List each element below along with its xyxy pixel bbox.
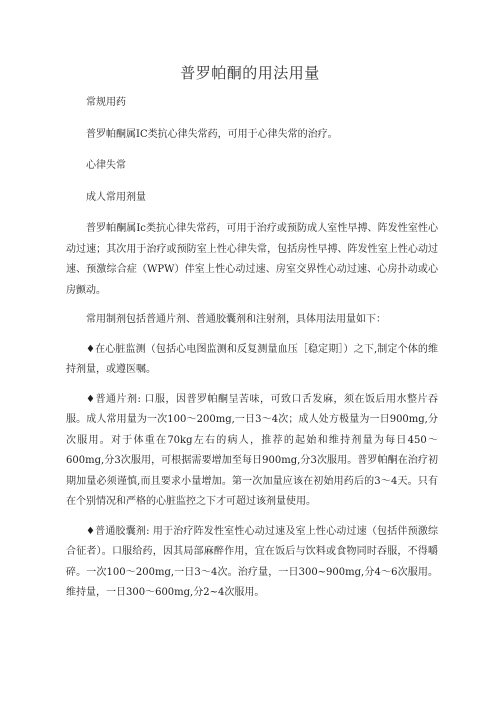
document-body: [66, 93, 438, 604]
paragraph-capsule-dosage: ♦普通胶囊剂: 用于治疗阵发性室性心动过速及室上性心动过速（包括伴预激综合征者）。口服给药，因其局部麻醉作用，宜在饭后与饮料或食物同时吞服，不得嚼碎。一次100～200mg,一日3～4次。治疗量，一日300~900mg,分4～6次服用。维持量，一日300～600mg,分2~4次服用。: [66, 525, 438, 598]
paragraph-adult-dose-heading: 成人常用剂量: [86, 191, 146, 203]
paragraph-tablet-dosage: ♦普通片剂: 口服，因普罗帕酮呈苦味，可致口舌发麻，须在饭后用水整片吞服。成人常用量为一次100～200mg,一日3～4次；成人处方极量为一日900mg,分次服用。对于体重在70kg左右的病人，推荐的起始和维持剂量为每日450～600mg,分3次服用，可根据需要增加至每日900mg,分3次服用。普罗帕酮在治疗初期加量必须谨慎,而且要求小量增加。第一次加量应该在初始用药后的3～4天。只有在个别情况和严格的心脏监控之下才可超过该剂量使用。: [66, 393, 438, 507]
paragraph-formulations: 常用制剂包括普通片剂、普通胶囊剂和注射剂，具体用法用量如下：: [86, 314, 386, 325]
paragraph-cardiac-monitoring: ♦在心脏监测（包括心电图监测和反复测量血压［稳定期］）之下,制定个体的维持剂量，或遵医嘱。: [66, 343, 438, 375]
document-title: 普罗帕酮的用法用量: [180, 64, 320, 82]
paragraph-intro: 普罗帕酮属IC类抗心律失常药，可用于心律失常的治疗。: [86, 128, 338, 140]
paragraph-routine-medication: 常规用药: [86, 97, 126, 108]
paragraph-indications: 普罗帕酮属Ic类抗心律失常药，可用于治疗或预防成人室性早搏、阵发性室性心动过速；其次用于治疗或预防室上性心律失常，包括房性早搏、阵发性室上性心动过速、预激综合症（WPW）伴室上性心动过速、房室交界性心动过速、心房扑动或心房颤动。: [66, 223, 438, 296]
paragraph-arrhythmia-heading: 心律失常: [86, 160, 126, 171]
